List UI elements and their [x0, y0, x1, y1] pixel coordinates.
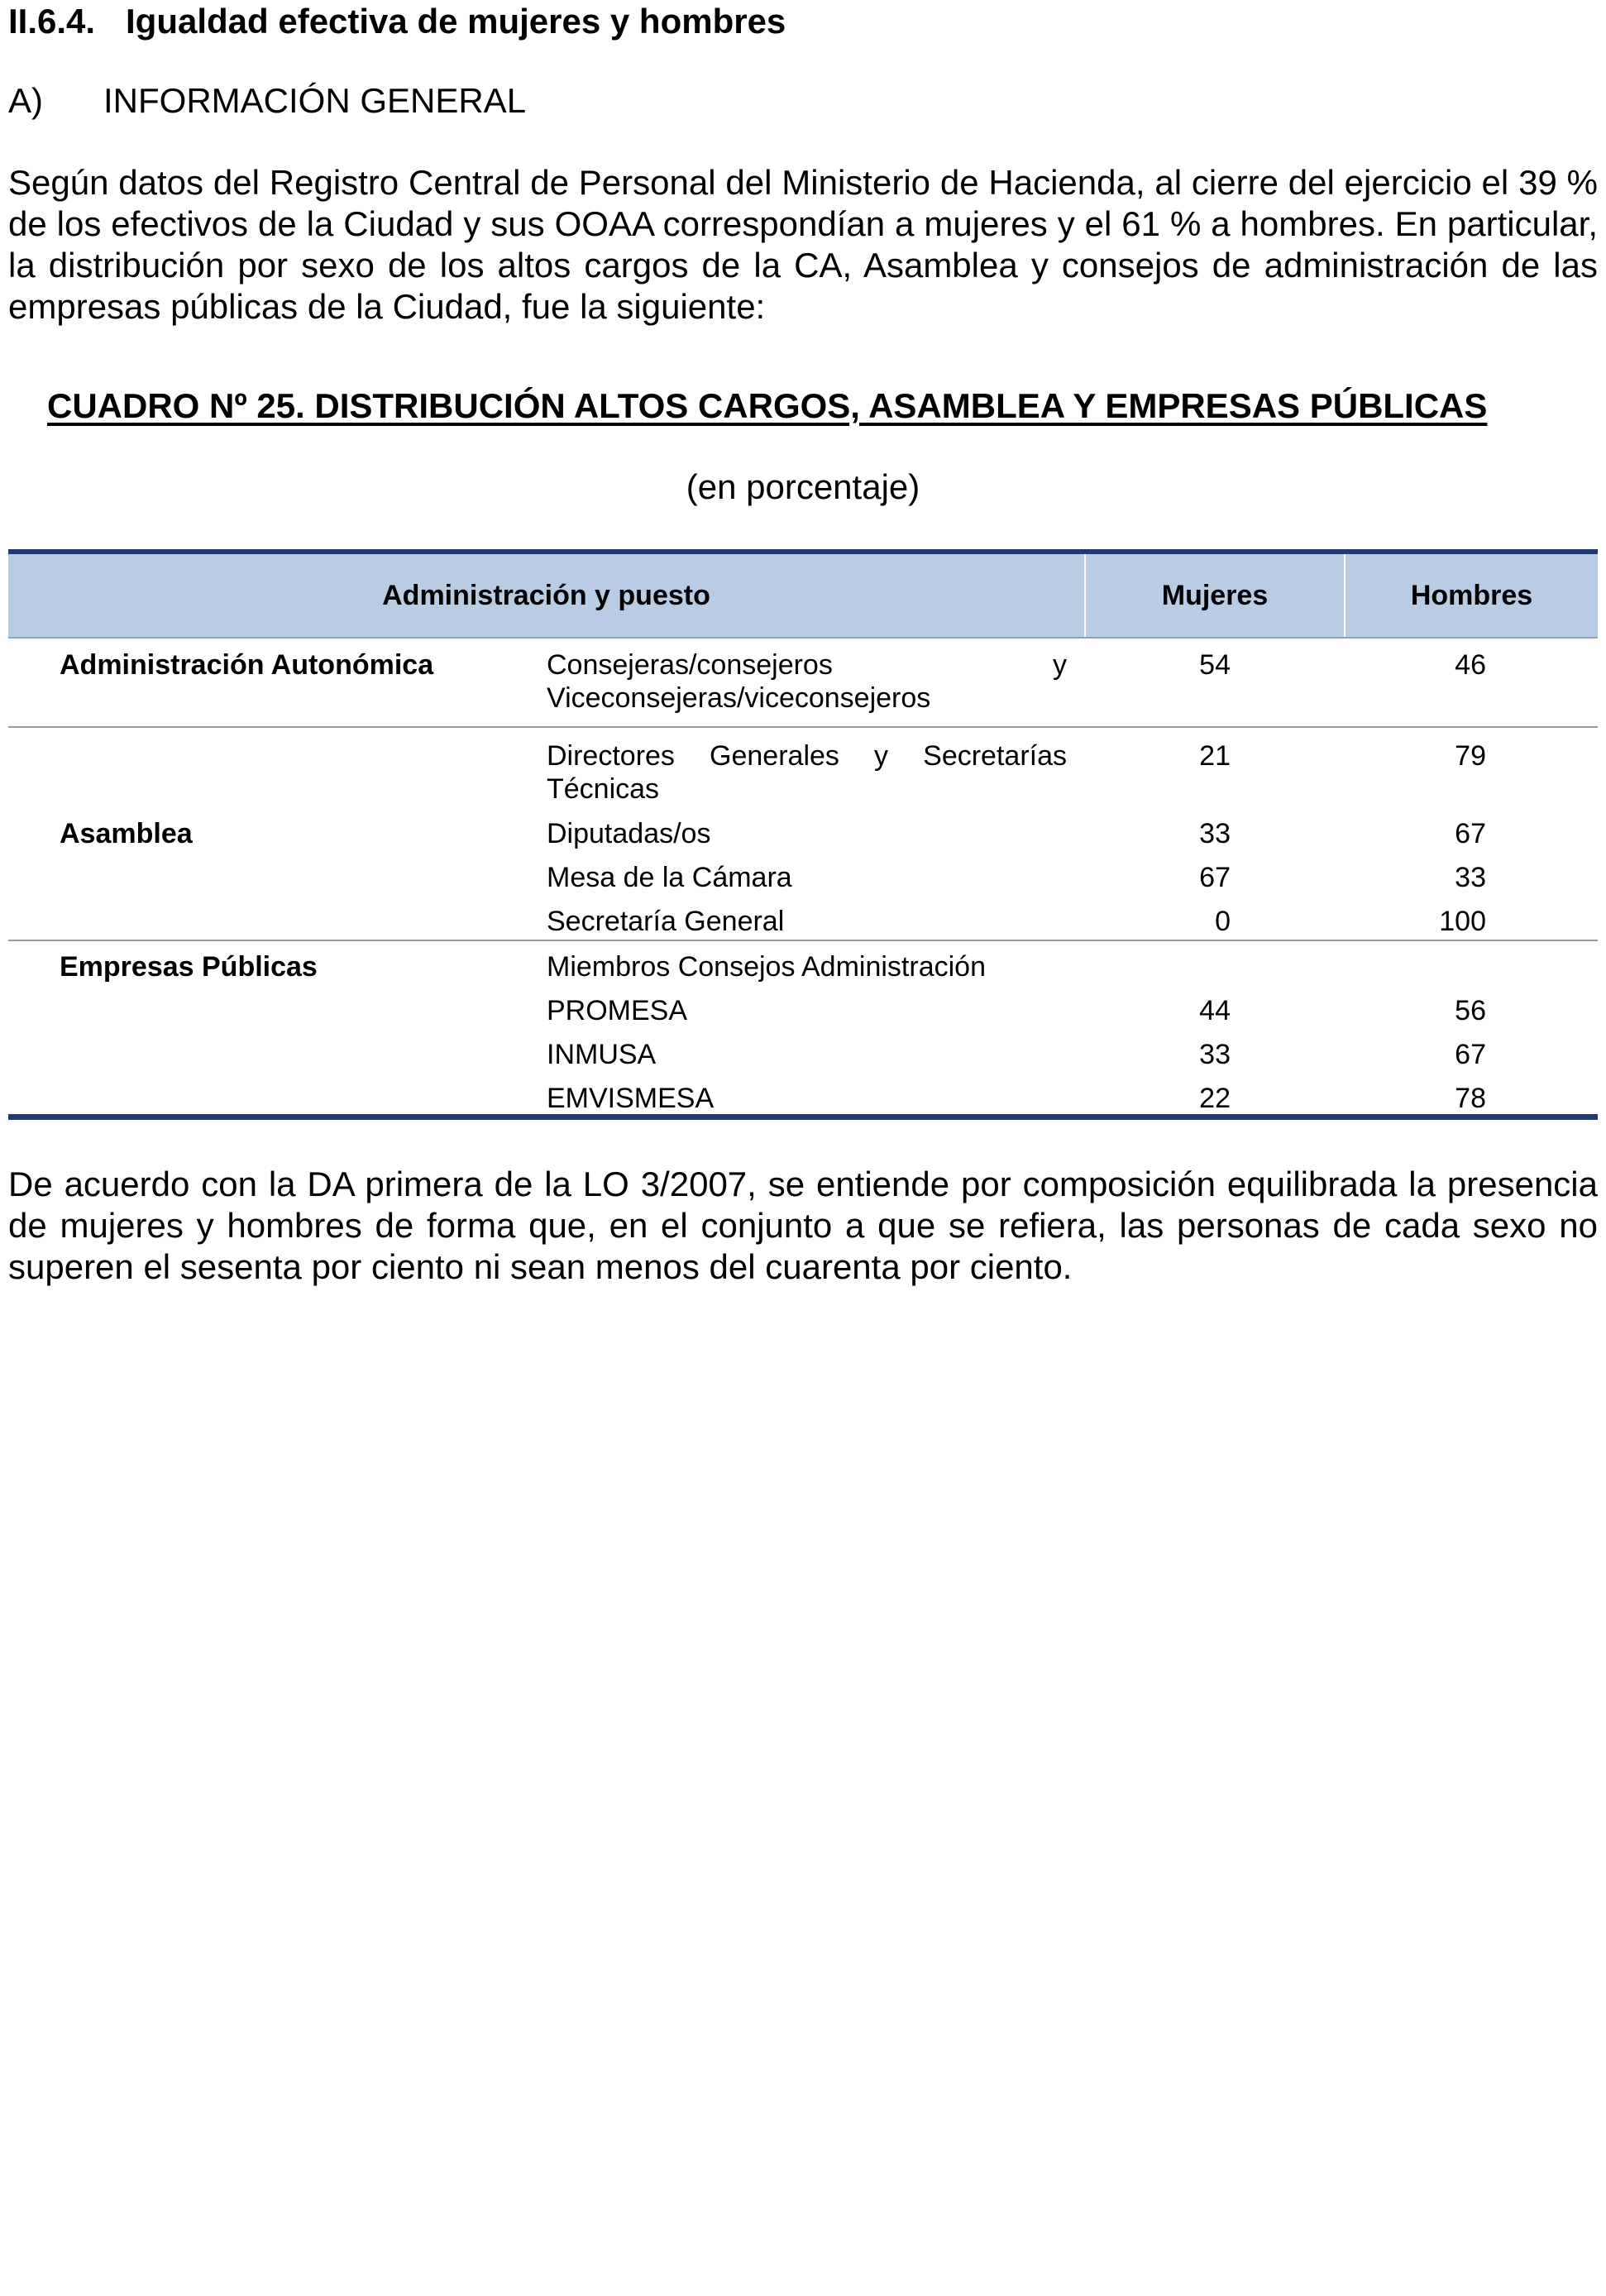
row-separator [8, 726, 1598, 728]
row-men-pct: 78 [1455, 1083, 1486, 1114]
row-men-pct: 67 [1455, 1039, 1486, 1070]
header-hombres: Hombres [1410, 580, 1533, 611]
row-post: PROMESA [547, 995, 688, 1026]
row-men-pct: 46 [1455, 649, 1486, 681]
table-title: CUADRO Nº 25. DISTRIBUCIÓN ALTOS CARGOS, ASAMBLEA Y EMPRESAS PÚBLICAS [47, 386, 1488, 425]
row-post: Secretaría General [547, 906, 785, 937]
row-men-pct: 33 [1455, 862, 1486, 893]
row-men-pct: 56 [1455, 995, 1486, 1026]
row-separator [8, 940, 1598, 941]
table-subtitle: (en porcentaje) [686, 467, 920, 506]
section-title: Igualdad efectiva de mujeres y hombres [126, 2, 786, 41]
row-women-pct: 33 [1199, 1039, 1231, 1070]
row-post: Consejeras/consejeros y Viceconsejeras/viceconsejeros [547, 649, 1067, 714]
row-group: Asamblea [60, 818, 193, 849]
table-header-row [8, 554, 1598, 639]
row-women-pct: 54 [1199, 649, 1231, 681]
row-women-pct: 33 [1199, 818, 1231, 849]
row-post: Miembros Consejos Administración [547, 951, 986, 983]
closing-paragraph: De acuerdo con la DA primera de la LO 3/2007, se entiende por composición equilibrada la presencia de mujeres y hombres de forma que, en el conjunto a que se refiera, las personas de cada sexo no superen el sesenta por ciento ni sean menos del cuarenta por ciento. [8, 1165, 1598, 1286]
row-women-pct: 44 [1199, 995, 1231, 1026]
row-women-pct: 21 [1199, 740, 1231, 772]
row-post: INMUSA [547, 1039, 657, 1070]
row-post: Mesa de la Cámara [547, 862, 792, 893]
subsection-title: INFORMACIÓN GENERAL [103, 81, 527, 120]
row-women-pct: 22 [1199, 1083, 1231, 1114]
row-post: EMVISMESA [547, 1083, 715, 1114]
subsection-letter: A) [8, 81, 43, 120]
row-group: Administración Autonómica [60, 649, 434, 681]
row-men-pct: 100 [1439, 906, 1486, 937]
subsection-heading [8, 81, 526, 121]
header-mujeres: Mujeres [1086, 554, 1346, 637]
row-men-pct: 67 [1455, 818, 1486, 849]
row-post: Diputadas/os [547, 818, 711, 849]
row-post: Directores Generales y Secretarías Técnicas [547, 740, 1067, 805]
section-number: II.6.4. [8, 2, 96, 41]
row-women-pct: 0 [1215, 906, 1231, 937]
header-admin-puesto: Administración y puesto [8, 554, 1086, 637]
intro-paragraph: Según datos del Registro Central de Personal del Ministerio de Hacienda, al cierre del ejercicio el 39 % de los efectivos de la Ciudad y sus OOAA correspondían a mujeres y el 61 % a hombres. En particular, la distribución por sexo de los altos cargos de la CA, Asamblea y consejos de administración de las empresas públicas de la Ciudad, fue la siguiente: [8, 163, 1598, 326]
row-women-pct: 67 [1199, 862, 1231, 893]
table-bottom-rule [8, 1114, 1598, 1120]
row-group: Empresas Públicas [60, 951, 318, 983]
section-heading [8, 2, 786, 41]
row-men-pct: 79 [1455, 740, 1486, 772]
